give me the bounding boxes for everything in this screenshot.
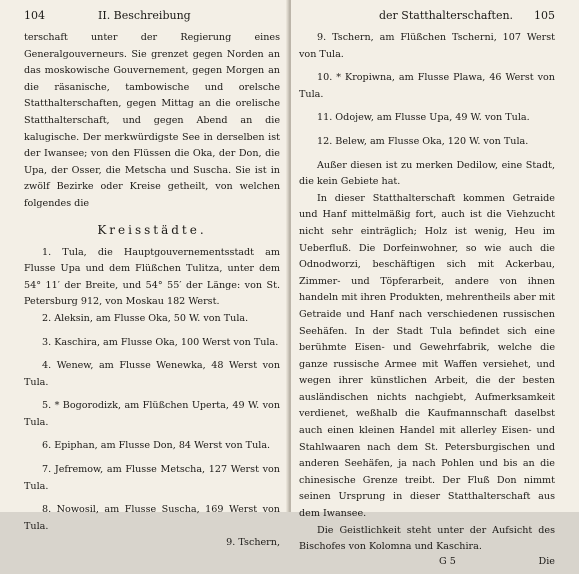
- town-entry-10: 10. * Kropiwna, am Flusse Plawa, 46 Werst von Tula.: [299, 72, 555, 100]
- right-paragraph-3: Die Geistlichkeit steht unter der Aufsicht des Bischofes von Kolomna und Kaschira.: [299, 524, 555, 553]
- signature-mark: G 5: [439, 555, 456, 567]
- section-heading: Kreisstädte.: [97, 222, 207, 237]
- left-running-title: II. Beschreibung: [98, 9, 191, 22]
- left-page-number: 104: [24, 9, 45, 22]
- left-paragraph: terschaft unter der Regierung eines Generalgouverneurs. Sie grenzet gegen Norden an das moskowische Gouvernement, gegen Morgen an die räsanische, tambowische und orelsche Statthalterschaften, gegen Mittag an die orelische Statthalterschaft, und gegen Abend an die kalugische. Der merkwürdigste See in derselben ist der Iwansee; von den Flüssen die Oka, der Don, die Upa, der Osser, die Metscha und Suscha. Sie ist in zwölf Bezirke oder Kreise getheilt, von welchen folgendes die: [24, 32, 280, 209]
- town-entry-3: 3. Kaschira, am Flusse Oka, 100 Werst von Tula.: [42, 336, 279, 348]
- town-entry-5: 5. * Bogorodizk, am Flüßchen Uperta, 49 W. von Tula.: [24, 400, 280, 428]
- town-entry-2: 2. Aleksin, am Flusse Oka, 50 W. von Tula.: [42, 312, 249, 324]
- right-page-number: 105: [534, 9, 555, 22]
- town-entry-4: 4. Wenew, am Flusse Wenewka, 48 Werst von Tula.: [24, 360, 280, 388]
- right-page: [291, 0, 579, 567]
- right-paragraph-2: In dieser Statthalterschaft kommen Getraide und Hanf mittelmäßig fort, auch ist die Viehzucht nicht sehr einträglich; Holz ist wenig, Heu im Ueberfluß. Die Dorfeinwohner, so wie auch die Odnodworzi, beschäftigen sich mit Ackerbau, Zimmer- und Töpferarbeit, andere von ihnen handeln mit ihren Produkten, mehrentheils aber mit Getraide und Hanf nach verschiedenen russischen Seehäfen. In der Stadt Tula befindet sich eine berühmte Eisen- und Gewehrfabrik, welche die ganze russische Armee mit Waffen versiehet, und wegen ihrer künstlichen Arbeit, die der besten ausländischen nichts nachgiebt, Aufmerksamkeit verdienet, weßhalb die Kaufmannschaft daselbst auch einen kleinen Handel mit allerley Eisen- und Stahlwaaren nach dem St. Petersburgischen und anderen Seehäfen, ja nach Pohlen und bis an die chinesische Grenze treibt. Der Fluß Don nimmt seinen Ursprung in dieser Statthalterschaft aus dem Iwansee.: [299, 192, 555, 520]
- right-catchword: Die: [538, 555, 555, 567]
- right-body: [299, 30, 555, 574]
- town-entry-7: 7. Jefremow, am Flusse Metscha, 127 Werst von Tula.: [24, 464, 280, 492]
- right-running-head: [299, 6, 555, 28]
- town-entry-9: 9. Tschern, am Flüßchen Tscherni, 107 Werst von Tula.: [299, 32, 555, 60]
- left-page: [0, 0, 288, 549]
- town-entry-11: 11. Odojew, am Flusse Upa, 49 W. von Tula.: [317, 112, 530, 124]
- right-running-title: der Statthalterschaften.: [379, 9, 514, 22]
- town-entry-6: 6. Epiphan, am Flusse Don, 84 Werst von Tula.: [42, 440, 271, 452]
- town-entry-12: 12. Belew, am Flusse Oka, 120 W. von Tula.: [317, 135, 529, 147]
- town-entry-1: 1. Tula, die Hauptgouvernementsstadt am Flusse Upa und dem Flüßchen Tulitza, unter dem 54° 11′ der Breite, und 54° 55′ der Länge: von St. Petersburg 912, von Moskau 182 Werst.: [24, 246, 280, 308]
- left-running-head: [24, 6, 280, 28]
- town-entry-8: 8. Nowosil, am Flusse Suscha, 169 Werst von Tula.: [24, 504, 280, 532]
- left-body: [24, 30, 280, 551]
- left-catchword: 9. Tschern,: [226, 537, 280, 549]
- right-paragraph-1: Außer diesen ist zu merken Dedilow, eine Stadt, die kein Gebiete hat.: [299, 159, 555, 188]
- right-footer: [299, 556, 555, 574]
